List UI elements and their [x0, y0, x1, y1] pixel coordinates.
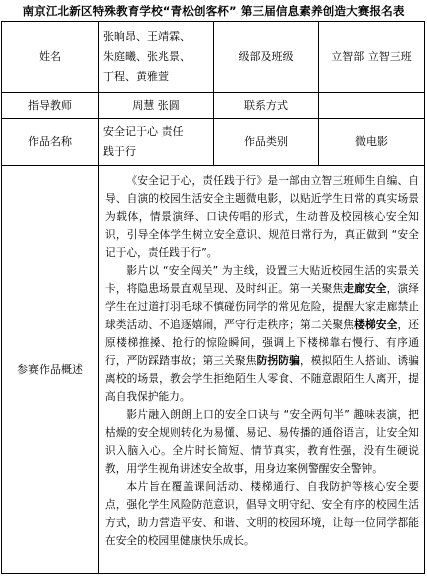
contact-value: [319, 93, 425, 119]
contact-label: 联系方式: [214, 93, 319, 119]
work-name-line: 安全记于心 责任: [103, 125, 184, 138]
names-line: 张晌昂、王靖霖、: [103, 30, 191, 43]
highlight-anti-abduction: 防拐防骗: [256, 354, 300, 367]
highlight-stair-safety: 楼梯安全: [354, 318, 398, 331]
summary-paragraph: [105, 262, 419, 406]
summary-text: ，模拟陌生人搭讪、诱骗离校的场景，教会学生拒绝陌生人零食、不随意跟陌生人离开，提高自我保护能力。: [105, 354, 419, 403]
names-line: 丁程、黄雅萱: [103, 70, 169, 83]
form-title: 南京江北新区特殊教育学校“青松创客杯” 第三届信息素养创造大赛报名表: [22, 4, 405, 18]
category-label: 作品类别: [214, 119, 319, 166]
registration-table: [1, 21, 425, 574]
summary-text: 影片以 “安全闯关” 为主线，设置三大贴近校园生活的实景关卡，将隐患场景直观呈现、及时纠正。第一关聚焦: [105, 264, 419, 295]
summary-paragraph: 《安全记于心，责任践于行》是一部由立智三班师生自编、自导、自演的校园生活安全主题微电影，以贴近学生日常的真实场景为载体，情景演绎、口诀传唱的形式，生动普及校园核心安全知识，引导全体学生树立安全意识、规范日常行为，真正做到 “安全记于心，责任践于行”。: [105, 174, 419, 259]
category-value: 微电影: [319, 119, 425, 166]
highlight-corridor-safety: 走廊安全: [343, 282, 387, 295]
work-name-value: [99, 119, 214, 166]
teacher-value: 周慧 张圆: [99, 93, 214, 119]
summary-text: ，还原楼梯推搡、抢行的惊险瞬间，强调上下楼梯靠右慢行、有序通行，严防踩踏事故；第三关聚焦: [105, 318, 419, 367]
teacher-label: 指导教师: [2, 93, 99, 119]
names-line: 朱庭曦、张兆景、: [103, 50, 191, 63]
names-value: [99, 22, 214, 93]
name-label: 姓名: [2, 22, 99, 93]
grade-value: 立智部 立智三班: [319, 22, 425, 93]
summary-paragraph: 影片融入朗朗上口的安全口诀与 “安全两句半” 趣味表演，把枯燥的安全规则转化为易懂、易记、易传播的通俗语言，让安全知识入脑入心。全片时长简短、情节真实，教育性强，没有生硬说教，用学生视角讲述安全故事，用身边案例警醒安全警钟。: [105, 408, 419, 475]
work-name-label: 作品名称: [2, 119, 99, 166]
summary-text: ，演绎学生在过道打羽毛球不慎碰伤同学的常见危险，提醒大家走廊禁止球类活动、不追逐嬉闹，严守行走秩序；第二关聚焦: [105, 282, 419, 331]
summary-content: [99, 166, 425, 574]
summary-paragraph: 本片旨在覆盖课间活动、楼梯通行、自我防护等核心安全要点，强化学生风险防范意识，倡导文明守纪、安全有序的校园生活方式，助力营造平安、和谐、文明的校园环境，让每一位同学都能在安全的校园里健康快乐成长。: [105, 480, 419, 547]
work-name-line: 践于行: [103, 145, 136, 158]
grade-label: 级部及班级: [214, 22, 319, 93]
summary-label: 参赛作品概述: [2, 166, 99, 574]
